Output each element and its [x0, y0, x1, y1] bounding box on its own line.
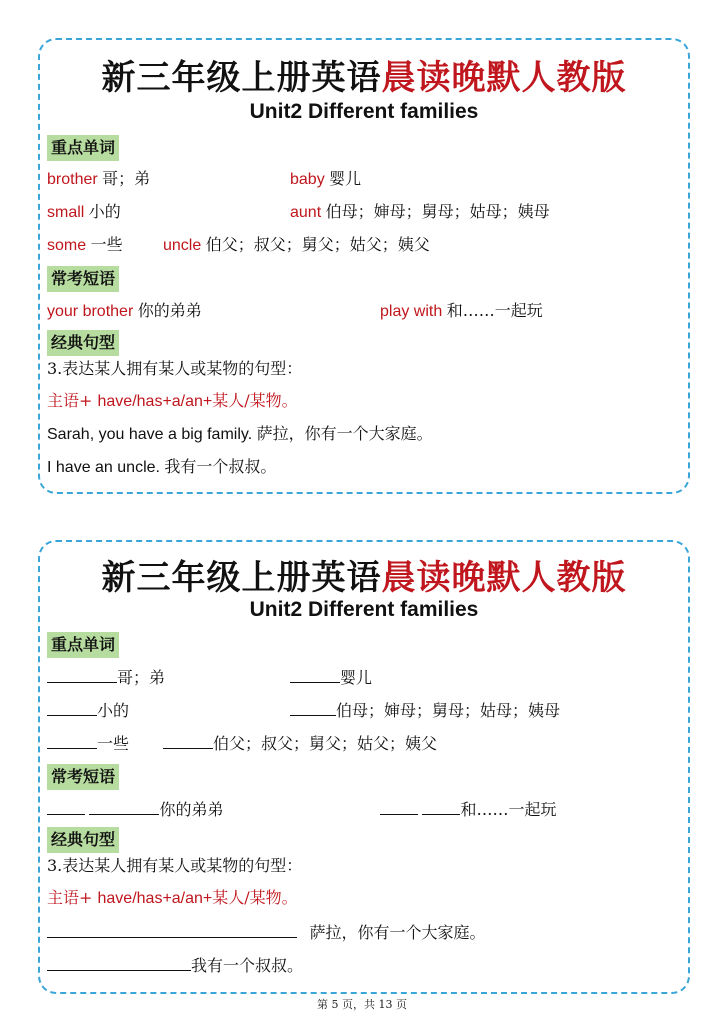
answer-card: [38, 38, 690, 494]
blank-example-row: [47, 921, 485, 945]
word-zh: 婴儿: [329, 169, 362, 188]
phrase-zh: 你的弟弟: [159, 800, 224, 819]
pattern-part1: 主语+: [47, 391, 98, 410]
word-en: uncle: [163, 237, 202, 254]
answer-blank[interactable]: [422, 798, 460, 815]
section-phrases: 常考短语: [47, 266, 119, 292]
section-words: 重点单词: [47, 632, 119, 658]
answer-blank[interactable]: [290, 699, 336, 716]
answer-blank[interactable]: [290, 666, 340, 683]
word-zh: 小的: [88, 202, 121, 221]
example-zh: 我有一个叔叔。: [164, 457, 277, 476]
answer-blank[interactable]: [380, 798, 418, 815]
word-en: small: [47, 204, 85, 221]
word-en: some: [47, 237, 87, 254]
pattern: [47, 887, 298, 910]
example-zh: 我有一个叔叔。: [191, 956, 304, 975]
example-row: [47, 423, 433, 446]
pattern-intro: 3.表达某人拥有某人或某物的句型：: [47, 856, 303, 875]
word-en: baby: [290, 171, 325, 188]
word-zh: 伯父；叔父；舅父；姑父；姨父: [205, 235, 430, 254]
phrase-row: [47, 300, 202, 323]
blank-word-row: [290, 699, 560, 723]
blank-word-row: [47, 699, 129, 723]
pattern: [47, 390, 298, 413]
word-zh: 伯母；婶母；舅母；姑母；姨母: [325, 202, 550, 221]
word-zh: 伯父；叔父；舅父；姑父；姨父: [213, 734, 438, 753]
word-zh: 伯母；婶母；舅母；姑母；姨母: [336, 701, 561, 720]
phrase-row: [380, 300, 543, 323]
pattern-part1: 主语+: [47, 888, 98, 907]
word-zh: 一些: [90, 235, 123, 254]
blank-word-row: [290, 666, 372, 690]
card-title: [40, 50, 688, 99]
title-red: 晨读晚默人教版: [381, 558, 627, 598]
word-en: aunt: [290, 204, 322, 221]
example-zh: 萨拉，你有一个大家庭。: [256, 424, 433, 443]
example-zh: 萨拉，你有一个大家庭。: [309, 923, 486, 942]
phrase-zh: 和……一起玩: [446, 301, 543, 320]
blank-word-row: [47, 666, 165, 690]
pattern-part2: have/has+a/an+: [97, 890, 213, 907]
page-footer: 第 5 页，共 13 页: [317, 998, 407, 1011]
blank-word-row: [163, 732, 437, 756]
blank-phrase-row: [47, 798, 223, 822]
word-zh: 婴儿: [340, 668, 373, 687]
word-zh: 哥；弟: [102, 169, 151, 188]
answer-blank[interactable]: [47, 699, 97, 716]
unit-title: Unit2 Different families: [249, 100, 479, 123]
word-row: [47, 234, 123, 257]
answer-blank[interactable]: [47, 732, 97, 749]
title-black: 新三年级上册英语: [101, 58, 382, 98]
example-en: I have an uncle.: [47, 459, 160, 476]
answer-blank[interactable]: [47, 666, 117, 683]
example-en: Sarah, you have a big family.: [47, 426, 253, 443]
example-row: [47, 456, 276, 479]
blank-word-row: [47, 732, 129, 756]
section-words: 重点单词: [47, 135, 119, 161]
word-row: [47, 168, 150, 191]
section-sentences: 经典句型: [47, 330, 119, 356]
answer-blank[interactable]: [47, 798, 85, 815]
blank-example-row: [47, 954, 303, 978]
word-en: brother: [47, 171, 98, 188]
answer-blank[interactable]: [47, 921, 297, 938]
title-black: 新三年级上册英语: [101, 558, 382, 598]
answer-blank[interactable]: [163, 732, 213, 749]
word-zh: 哥；弟: [117, 668, 166, 687]
word-zh: 一些: [97, 734, 130, 753]
practice-card: [38, 540, 690, 994]
answer-blank[interactable]: [89, 798, 159, 815]
title-red: 晨读晚默人教版: [381, 58, 627, 98]
card-title: [40, 550, 688, 599]
word-row: [47, 201, 121, 224]
section-sentences: 经典句型: [47, 827, 119, 853]
section-phrases: 常考短语: [47, 764, 119, 790]
phrase-en: your brother: [47, 303, 134, 320]
phrase-zh: 你的弟弟: [137, 301, 202, 320]
word-row: [163, 234, 430, 257]
phrase-en: play with: [380, 303, 443, 320]
pattern-intro: 3.表达某人拥有某人或某物的句型：: [47, 359, 303, 378]
pattern-part3: 某人/某物。: [212, 888, 298, 907]
answer-blank[interactable]: [47, 954, 191, 971]
word-row: [290, 201, 550, 224]
word-row: [290, 168, 361, 191]
pattern-part2: have/has+a/an+: [97, 393, 213, 410]
unit-title: Unit2 Different families: [249, 598, 479, 621]
word-zh: 小的: [97, 701, 130, 720]
pattern-part3: 某人/某物。: [212, 391, 298, 410]
phrase-zh: 和……一起玩: [460, 800, 557, 819]
blank-phrase-row: [380, 798, 556, 822]
